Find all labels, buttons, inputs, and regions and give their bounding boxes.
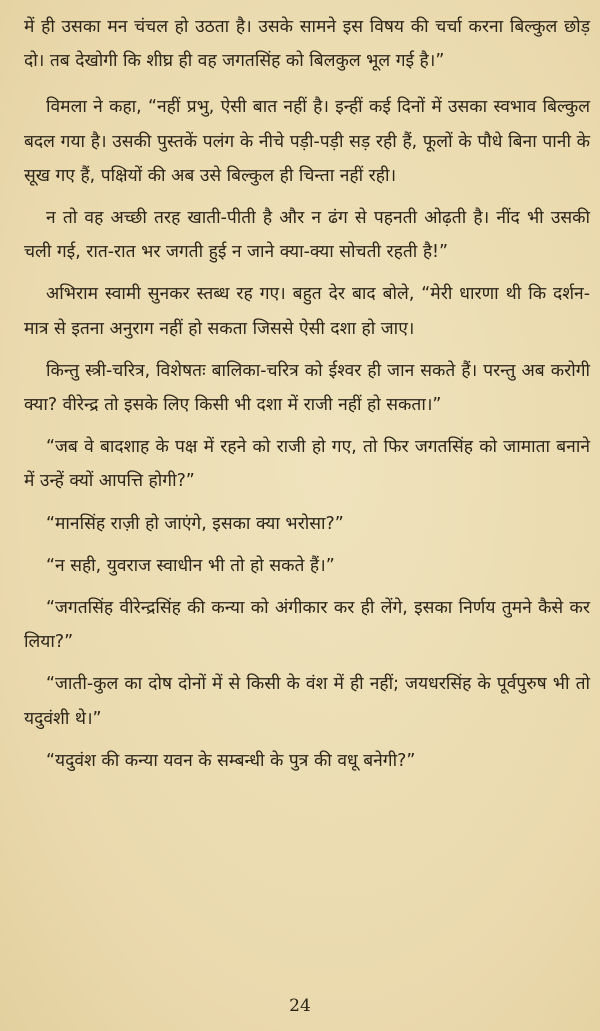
paragraph-11: “यदुवंश की कन्या यवन के सम्बन्धी के पुत्र की वधू बनेगी?” (46, 750, 416, 771)
paragraph-8: “न सही, युवराज स्वाधीन भी तो हो सकते हैं।” (46, 555, 335, 576)
page-number: 24 (289, 996, 311, 1016)
paragraph-5: किन्तु स्त्री-चरित्र, विशेषतः बालिका-चरित्र को ईश्वर ही जान सकते हैं। परन्तु अब करोगी क्या? वीरेन्द्र तो इसके लिए किसी भी दशा में राजी नहीं हो सकता।” (24, 360, 590, 416)
paragraph-9: “जगतसिंह वीरेन्द्रसिंह की कन्या को अंगीकार कर ही लेंगे, इसका निर्णय तुमने कैसे कर लिया?” (24, 598, 590, 653)
paragraph-4: अभिराम स्वामी सुनकर स्तब्ध रह गए। बहुत देर बाद बोले, “मेरी धारणा थी कि दर्शन-मात्र से इतना अनुराग नहीं हो सकता जिससे ऐसी दशा हो जाए। (24, 284, 590, 339)
paragraph-2: विमला ने कहा, “नहीं प्रभु, ऐसी बात नहीं है। इन्हीं कई दिनों में उसका स्वभाव बिल्कुल बदल गया है। उसकी पुस्तकें पलंग के नीचे पड़ी-पड़ी सड़ रही हैं, फूलों के पौधे बिना पानी के सूख गए हैं, पक्षियों की अब उसे बिल्कुल ही चिन्ता नहीं रही। (24, 97, 590, 186)
page-body (24, 10, 590, 778)
paragraph-3: न तो वह अच्छी तरह खाती-पीती है और न ढंग से पहनती ओढ़ती है। नींद भी उसकी चली गई, रात-रात भर जगती हुई न जाने क्या-क्या सोचती रहती है!” (24, 208, 590, 263)
paragraph-7: “मानसिंह राज़ी हो जाएंगे, इसका क्या भरोसा?” (46, 513, 344, 534)
paragraph-1: में ही उसका मन चंचल हो उठता है। उसके सामने इस विषय की चर्चा करना बिल्कुल छोड़ दो। तब देखोगी कि शीघ्र ही वह जगतसिंह को बिलकुल भूल गई है।” (24, 17, 590, 72)
paragraph-10: “जाती-कुल का दोष दोनों में से किसी के वंश में ही नहीं; जयधरसिंह के पूर्वपुरुष भी तो यदुवंशी थे।” (24, 674, 590, 729)
paragraph-6: “जब वे बादशाह के पक्ष में रहने को राजी हो गए, तो फिर जगतसिंह को जामाता बनाने में उन्हें क्यों आपत्ति होगी?” (24, 437, 590, 492)
